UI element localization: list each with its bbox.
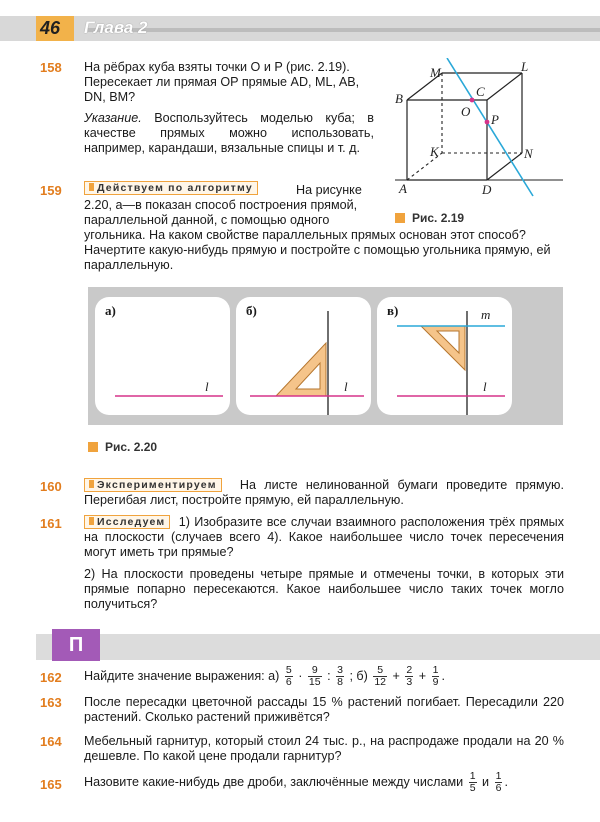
figure-2-20-caption: Рис. 2.20 [88, 438, 157, 456]
problem-159-text: На рисунке 2.20, а—в показан способ построения прямой, параллельной данной, с помощью одного угольника. На каком свойстве параллельных прямых основан этот способ? Начертите какую-нибудь прямую и постройте с помощью угольника прямую, ей параллельную. [84, 183, 551, 272]
page-number: 46 [40, 18, 61, 38]
problem-165-text: Назовите какие-нибудь две дроби, заключённые между числами $\frac{1}{5}$ и $\frac{1}{6}$ . [84, 770, 508, 795]
edge-cl [487, 73, 522, 100]
problem-number-163: 163 [40, 695, 62, 710]
figure-2-19-cube [385, 58, 565, 203]
label-m-c: m [481, 307, 491, 322]
problem-number-159: 159 [40, 183, 62, 198]
fraction-1-5: $\frac{1}{5}$ [469, 770, 476, 795]
label-o: O [461, 104, 471, 119]
label-d: D [482, 182, 492, 197]
label-b: B [395, 91, 403, 106]
fraction-1-6: $\frac{1}{6}$ [495, 770, 502, 795]
label-m: M [430, 65, 441, 80]
point-p [485, 120, 490, 125]
figure-2-20-c: в) m l [377, 297, 512, 415]
problem-number-164: 164 [40, 734, 62, 749]
label-k: K [430, 144, 439, 159]
hint-label: Указание. [84, 111, 142, 125]
figure-2-20-panel [88, 287, 563, 425]
label-p: P [491, 112, 499, 127]
label-n: N [524, 146, 533, 161]
edge-dn [487, 153, 522, 180]
line-op [447, 58, 533, 196]
header-stripe [88, 28, 600, 32]
label-l-c: l [483, 379, 487, 394]
problem-161-part2: 2) На плоскости проведены четыре прямые и отмечены точки, в которых эти прямые попарно пересекаются. Какое наибольшее число таких точек могло получиться? [84, 567, 564, 611]
problem-160-text: Экспериментируем На листе нелинованной бумаги проведите прямую. Перегибая лист, постройте прямую, ей параллельную. [84, 478, 564, 507]
hint-text: Воспользуйтесь моделью куба; в качестве прямых можно использовать, например, карандаши, вязальные спицы и т. д. [84, 111, 374, 155]
point-o [470, 98, 475, 103]
problem-162-text: Найдите значение выражения: а) $\frac{5}{6}$ · $\frac{9}{15}$ : $\frac{3}{8}$ ; б) $\frac{5}{12}$ + $\frac{2}{3}$ + $\frac{1}{9}$ . [84, 664, 445, 689]
label-l-b: l [344, 379, 348, 394]
problem-number-160: 160 [40, 479, 62, 494]
label-a: A [399, 181, 407, 196]
problem-number-162: 162 [40, 670, 62, 685]
problem-161-part1: Исследуем 1) Изобразите все случаи взаимного расположения трёх прямых на плоскости (случаев всего 4). Какое наибольшее число точек пересечения могут иметь три прямые? [84, 515, 564, 559]
figure-2-20-a: а) l [95, 297, 230, 415]
problem-164-text: Мебельный гарнитур, который стоил 24 тыс. р., на распродаже продали на 20 % дешевле. По какой цене продали гарнитур? [84, 734, 564, 763]
label-l-a: l [205, 379, 209, 394]
fraction-5-6: $\frac{5}{6}$ [285, 664, 292, 689]
problem-163-text: После пересадки цветочной рассады 15 % растений погибает. Пересадили 220 растений. Сколько растений приживётся? [84, 695, 564, 724]
badge-algorithm: Действуем по алгоритму [84, 181, 258, 195]
problem-158-text: На рёбрах куба взяты точки O и P (рис. 2.19). Пересекает ли прямая OP прямые AD, ML, AB, DN, BM? [84, 60, 360, 104]
label-l: L [521, 59, 529, 74]
chapter-title: Глава 2 [84, 18, 148, 37]
badge-research: Исследуем [84, 515, 170, 529]
figure-2-19-caption: Рис. 2.19 [395, 209, 464, 227]
problem-number-161: 161 [40, 516, 62, 531]
section-bar [36, 634, 600, 660]
fraction-9-15: $\frac{9}{15}$ [308, 664, 321, 689]
label-c: C [476, 84, 485, 99]
problem-number-158: 158 [40, 60, 62, 75]
section-badge: П [52, 629, 100, 661]
caption-marker [88, 442, 98, 452]
figure-2-20-b: б) l [236, 297, 371, 415]
problem-number-165: 165 [40, 777, 62, 792]
fraction-3-8: $\frac{3}{8}$ [337, 664, 343, 689]
fraction-5-12: $\frac{5}{12}$ [374, 664, 387, 689]
fraction-1-9: $\frac{1}{9}$ [432, 664, 439, 689]
badge-experiment: Экспериментируем [84, 478, 222, 492]
fraction-2-3: $\frac{2}{3}$ [406, 664, 413, 689]
problem-158-hint [84, 111, 374, 156]
